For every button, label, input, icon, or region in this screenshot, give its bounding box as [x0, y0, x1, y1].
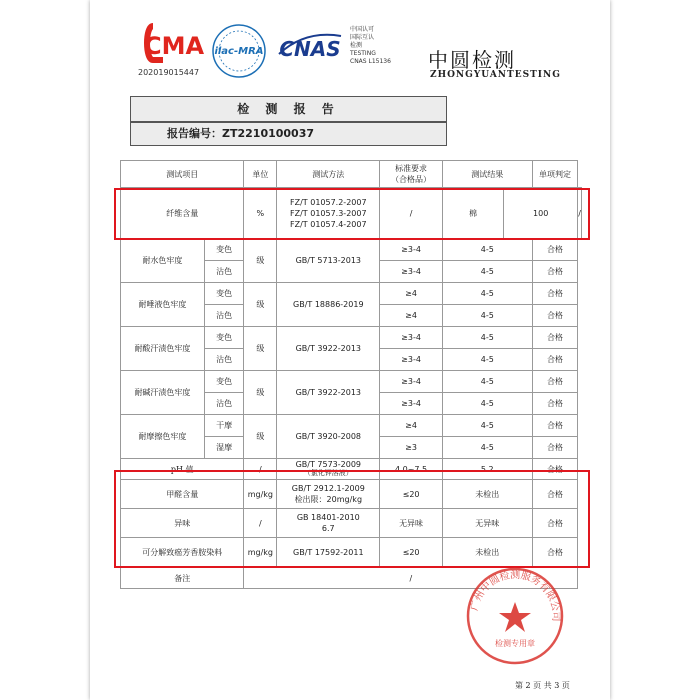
- header-item: 测试项目: [121, 161, 244, 188]
- page-number: 第 2 页 共 3 页: [515, 681, 570, 690]
- star-icon: [499, 602, 531, 632]
- report-title: 检 测 报 告: [130, 96, 447, 122]
- table-row: 沾色 ≥3-4 4-5 合格: [121, 261, 582, 283]
- table-row: 沾色 ≥3-4 4-5 合格: [121, 393, 582, 415]
- note-label: 备注: [121, 568, 244, 589]
- stamp-ring-text: 广州中圆检测服务有限公司: [469, 569, 562, 622]
- header-requirement: 标准要求 （合格品）: [380, 161, 443, 188]
- stamp-center-text: 检测专用章: [495, 639, 535, 648]
- table-row: 可分解致癌芳香胺染料 mg/kg GB/T 17592-2011 ≤20 未检出 合格: [121, 538, 582, 568]
- cnas-logo-text: CNAS: [279, 37, 341, 61]
- table-row: 耐碱汗渍色牢度 变色 级 GB/T 3922-2013 ≥3-4 4-5 合格: [121, 371, 582, 393]
- table-row: 甲醛含量 mg/kg GB/T 2912.1-2009 检出限：20mg/kg ≤20 未检出 合格: [121, 480, 582, 509]
- cnas-side-text: 中国认可 国际互认 检测 TESTING CNAS L15136: [350, 26, 391, 65]
- cma-logo: [143, 22, 205, 64]
- fiber-result-name: 棉: [442, 188, 503, 239]
- report-number: ZT2210100037: [222, 127, 315, 140]
- table-header-row: [121, 161, 582, 188]
- fiber-methods: FZ/T 01057.2-2007 FZ/T 01057.3-2007 FZ/T 01057.4-2007: [277, 188, 380, 239]
- table-row: 沾色 ≥4 4-5 合格: [121, 305, 582, 327]
- table-row: 耐酸汗渍色牢度 变色 级 GB/T 3922-2013 ≥3-4 4-5 合格: [121, 327, 582, 349]
- brand-name-cn: 中圆检测: [428, 48, 516, 72]
- cma-code: 202019015447: [138, 68, 200, 77]
- header-result: 测试结果: [442, 161, 532, 188]
- header-unit: 单位: [244, 161, 277, 188]
- note-value: /: [244, 568, 578, 589]
- cma-logo-text: CMA: [143, 32, 205, 60]
- highlight-box-safety: [114, 470, 590, 568]
- fiber-result-value: 100: [504, 188, 578, 239]
- table-row: 沾色 ≥3-4 4-5 合格: [121, 349, 582, 371]
- table-row: 耐水色牢度 变色 级 GB/T 5713-2013 ≥3-4 4-5 合格: [121, 239, 582, 261]
- header-verdict: 单项判定: [532, 161, 578, 188]
- report-number-row: [130, 122, 447, 146]
- fiber-unit: %: [244, 188, 277, 239]
- fiber-item: 纤维含量: [121, 188, 244, 239]
- table-row: 湿摩 ≥3 4-5 合格: [121, 437, 582, 459]
- company-stamp: [465, 566, 565, 666]
- table-row: 耐唾液色牢度 变色 级 GB/T 18886-2019 ≥4 4-5 合格: [121, 283, 582, 305]
- ilac-mra-logo: [210, 22, 268, 80]
- cnas-logo: [275, 28, 345, 64]
- header-method: 测试方法: [277, 161, 380, 188]
- report-number-label: 报告编号：: [167, 127, 222, 140]
- brand-name-en: ZHONGYUANTESTING: [430, 70, 561, 80]
- table-row: pH 值 / GB/T 7573-2009 （氯化钾溶液） 4.0~7.5 5.2 合格: [121, 459, 582, 480]
- ilac-logo-text: ilac-MRA: [214, 46, 264, 57]
- fiber-verdict: /: [578, 188, 582, 239]
- highlight-box-fiber: [114, 188, 590, 240]
- table-row: 耐摩擦色牢度 干摩 级 GB/T 3920-2008 ≥4 4-5 合格: [121, 415, 582, 437]
- table-row: 异味 / GB 18401-2010 6.7 无异味 无异味 合格: [121, 509, 582, 538]
- fiber-requirement: /: [380, 188, 443, 239]
